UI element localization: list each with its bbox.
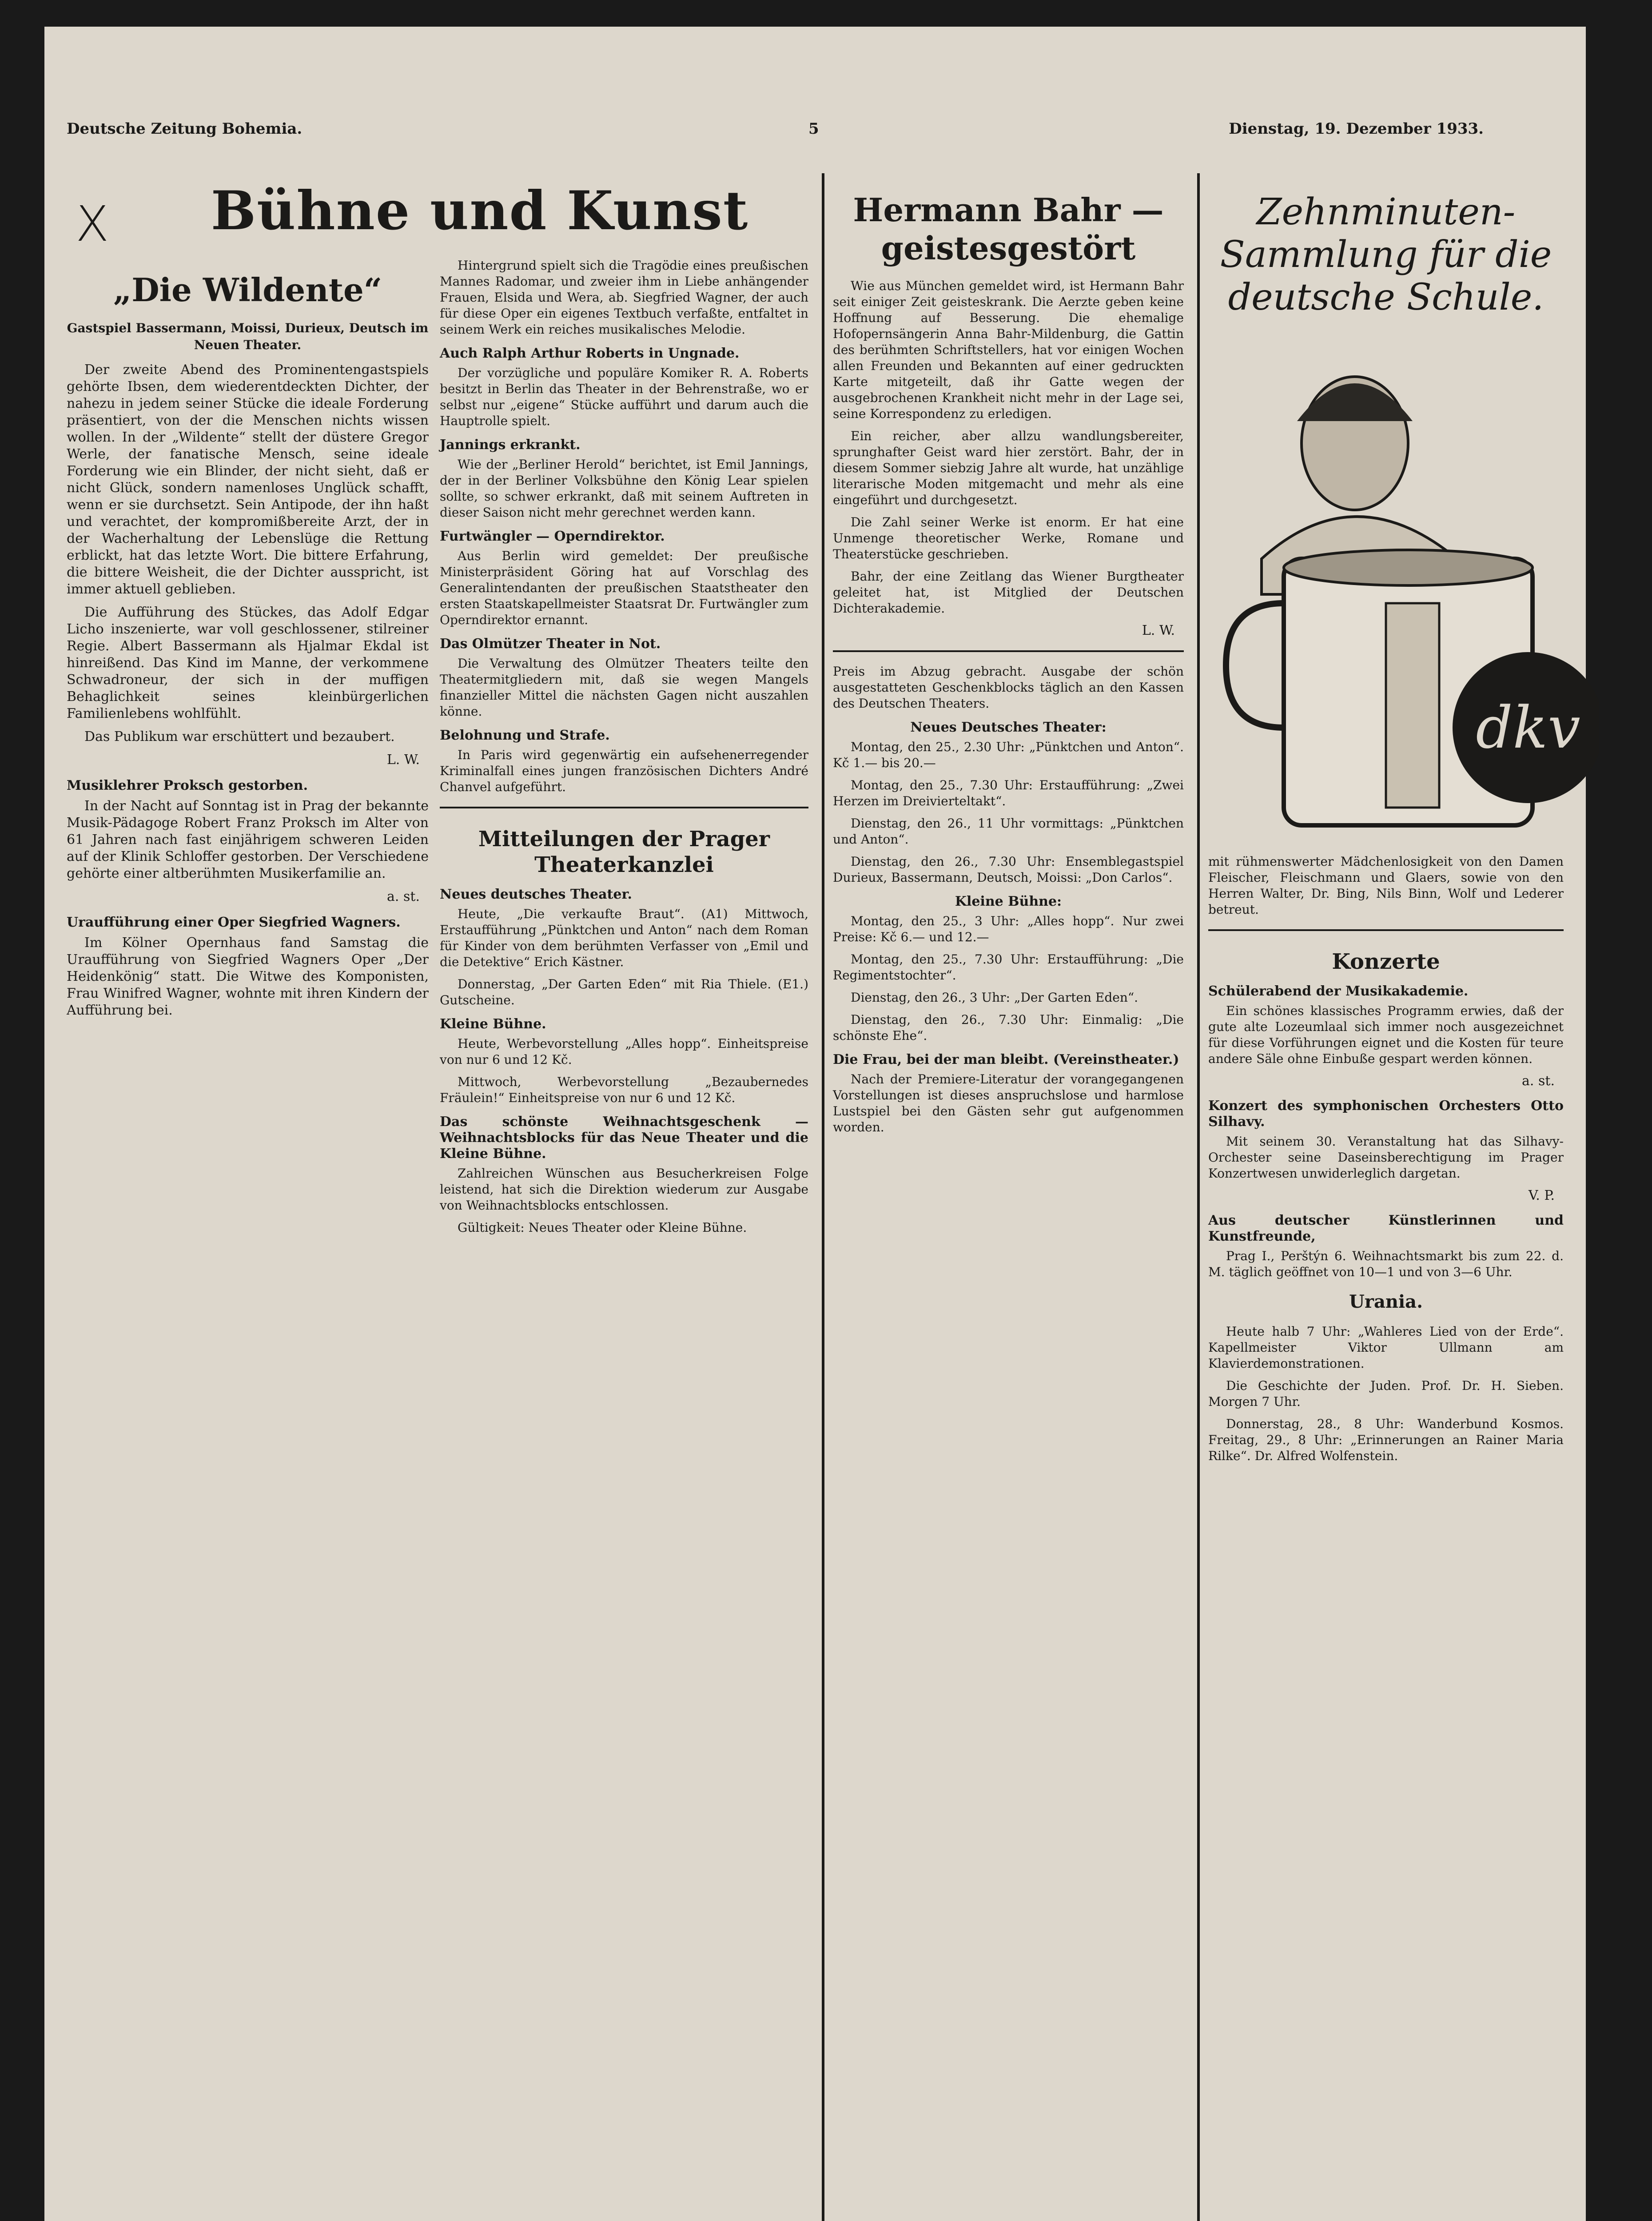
divider	[440, 807, 808, 808]
listing-item: Montag, den 25., 7.30 Uhr: Erstaufführung: „Zwei Herzen im Dreivierteltakt“.	[833, 778, 1184, 808]
article-heading: Uraufführung einer Oper Siegfried Wagners.	[67, 915, 401, 930]
paragraph: Die Aufführung des Stückes, das Adolf Edgar Licho inszenierte, war voll geschlossener, stilreiner Regie. Albert Bassermann als Hjalmar Ekdal ist hinreißend. Das Kind im Manne, der verkommene Schwadroneur, der sich in der muffigen Behaglichkeit seines kleinbürgerlichen Familienlebens wohlfühlt.	[67, 605, 429, 721]
paragraph: Mit seinem 30. Veranstaltung hat das Silhavy-Orchester seine Daseinsberechtigung im Prager Konzertwesen unwiderleglich dargetan.	[1208, 1134, 1564, 1181]
paragraph: In der Nacht auf Sonntag ist in Prag der bekannte Musik-Pädagoge Robert Franz Proksch im Alter von 61 Jahren nach fast einjährigem schweren Leiden auf der Klinik Schloffer gestorben. Der Verschiedene gehörte einer altberühmten Musikerfamilie an.	[67, 798, 429, 881]
section-header-wrap	[151, 178, 808, 253]
article-heading: Kleine Bühne.	[440, 1016, 546, 1032]
paragraph: Aus Berlin wird gemeldet: Der preußische Ministerpräsident Göring hat auf Vorschlag des Generalintendanten der preußischen Staatstheater den ersten Staatskapellmeister Staatsrat Dr. Furtwängler zum Operndirektor ernannt.	[440, 549, 808, 627]
dkv-logo: dkv	[1476, 694, 1580, 761]
listing-item: Dienstag, den 26., 11 Uhr vormittags: „Pünktchen und Anton“.	[833, 816, 1184, 847]
article-heading: Belohnung und Strafe.	[440, 728, 610, 743]
article-heading: Schülerabend der Musikakademie.	[1208, 983, 1469, 999]
paragraph: Zahlreichen Wünschen aus Besucherkreisen Folge leistend, hat sich die Direktion wiederum zur Ausgabe von Weihnachtsblocks entschlossen.	[440, 1166, 808, 1213]
paragraph: In Paris wird gegenwärtig ein aufsehenerregender Kriminalfall eines jungen französischen Dichters André Chanvel aufgeführt.	[440, 748, 808, 794]
listing-heading: Neues Deutsches Theater:	[910, 720, 1107, 735]
paragraph: Hintergrund spielt sich die Tragödie eines preußischen Mannes Radomar, und zweier ihm in Liebe anhängender Frauen, Elsida und Wera, ab. Siegfried Wagner, der auch für diese Oper ein eigenes Textbuch verfaßte, entfaltet in seinem Werk ein reiches musikalisches Melodie.	[440, 258, 808, 337]
signature: L. W.	[386, 752, 420, 768]
signature: V. P.	[1528, 1188, 1555, 1203]
paragraph: Preis im Abzug gebracht. Ausgabe der schön ausgestatteten Geschenkblocks täglich an den Kassen des Deutschen Theaters.	[833, 664, 1184, 711]
paragraph: Die Verwaltung des Olmützer Theaters teilte den Theatermitgliedern mit, daß sie wegen Mangels finanzieller Mittel die nächsten Gagen nicht auszahlen könne.	[440, 656, 808, 719]
paragraph: Mittwoch, Werbevorstellung „Bezaubernedes Fräulein!“ Einheitspreise von nur 6 und 12 Kč.	[440, 1075, 808, 1105]
article-title: Hermann Bahr — geistesgestört	[853, 191, 1164, 267]
article-heading: Aus deutscher Künstlerinnen und Kunstfreunde,	[1208, 1213, 1564, 1244]
article-subtitle: Gastspiel Bassermann, Moissi, Durieux, Deutsch im Neuen Theater.	[67, 321, 429, 352]
paragraph: Prag I., Perštýn 6. Weihnachtsmarkt bis zum 22. d. M. täglich geöffnet von 10—1 und von 3—6 Uhr.	[1208, 1249, 1564, 1279]
notice-title: Mitteilungen der Prager Theaterkanzlei	[478, 827, 770, 877]
advertisement-caption: mit rühmenswerter Mädchenlosigkeit von den Damen Fleischer, Fleischmann und Glaers, sowie von den Herren Walter, Dr. Bing, Nils Binn, Wolf und Lederer betreut.	[1208, 854, 1564, 917]
paragraph: Die Zahl seiner Werke ist enorm. Er hat eine Unmenge theoretischer Werke, Romane und Theaterstücke geschrieben.	[833, 515, 1184, 561]
paragraph: Das Publikum war erschüttert und bezaubert.	[84, 729, 395, 744]
paragraph: Ein reicher, aber allzu wandlungsbereiter, sprunghafter Geist ward hier zerstört. Bahr, der in diesem Sommer siebzig Jahre alt wurde, hat unzählige literarische Moden mitgemacht und mehr als eine eingeführt und durchgesetzt.	[833, 429, 1184, 507]
signature: a. st.	[387, 889, 420, 904]
newspaper-page	[44, 27, 1586, 2221]
page-number: 5	[808, 120, 819, 138]
listing-item: Montag, den 25., 3 Uhr: „Alles hopp“. Nur zwei Preise: Kč 6.— und 12.—	[833, 914, 1184, 944]
article-title: „Die Wildente“	[113, 271, 382, 309]
listing-item: Dienstag, den 26., 3 Uhr: „Der Garten Eden“.	[851, 990, 1138, 1005]
article-heading: Konzert des symphonischen Orchesters Otto Silhavy.	[1208, 1098, 1564, 1130]
paragraph: Wie der „Berliner Herold“ berichtet, ist Emil Jannings, der in der Berliner Volksbühne den König Lear spielen sollte, so schwer erkrankt, daß mit seinem Auftreten in dieser Saison nicht mehr gerechnet werden kann.	[440, 457, 808, 520]
paragraph: Im Kölner Opernhaus fand Samstag die Uraufführung von Siegfried Wagners Oper „Der Heidenkönig“ statt. Die Witwe des Komponisten, Frau Winifred Wagner, wohnte mit ihren Kindern der Aufführung bei.	[67, 935, 429, 1018]
column-2	[440, 258, 808, 1242]
column-4	[1208, 178, 1580, 1470]
advertisement-illustration	[1208, 328, 1599, 843]
paragraph: Heute, Werbevorstellung „Alles hopp“. Einheitspreise von nur 6 und 12 Kč.	[440, 1036, 808, 1067]
section-title: Bühne und Kunst	[211, 179, 749, 242]
margin-mark: X	[76, 195, 109, 252]
paragraph: Heute halb 7 Uhr: „Wahleres Lied von der Erde“. Kapellmeister Viktor Ullmann am Klavierdemonstrationen.	[1208, 1324, 1564, 1371]
paragraph: Der zweite Abend des Prominentengastspiels gehörte Ibsen, dem wiederentdeckten Dichter, der nahezu in jedem seiner Stücke die ideale Forderung präsentiert, von der die Menschen nichts wissen wollen. In der „Wildente“ stellt der düstere Gregor Werle, der fanatische Mensch, seine ideale Forderung wie ein Blinder, der nicht sieht, daß er nicht Glück, sondern namenloses Unglück schafft, wenn er sie durchsetzt. Sein Antipode, der ihn haßt und verachtet, der kompromißbereite Arzt, der in der Wacherhaltung der Lebenslüge die Rettung erblickt, hat das letzte Wort. Die bittere Erfahrung, die bittere Weisheit, die der Dichter ausspricht, ist immer aktuell geblieben.	[67, 362, 429, 597]
listing-item: Dienstag, den 26., 7.30 Uhr: Ensemblegastspiel Durieux, Bassermann, Deutsch, Moissi: „Don Carlos“.	[833, 854, 1184, 885]
column-1	[67, 258, 429, 1025]
coins-stack-icon	[1386, 603, 1439, 808]
paragraph: Gültigkeit: Neues Theater oder Kleine Bühne.	[458, 1220, 747, 1235]
section-title: Urania.	[1349, 1291, 1423, 1312]
article-heading: Das Olmützer Theater in Not.	[440, 636, 661, 652]
listing-heading: Kleine Bühne:	[955, 894, 1062, 909]
article-heading: Die Frau, bei der man bleibt. (Vereinstheater.)	[833, 1052, 1179, 1067]
article-heading: Auch Ralph Arthur Roberts in Ungnade.	[440, 346, 740, 361]
section-title: Konzerte	[1332, 949, 1440, 974]
paragraph: Ein schönes klassisches Programm erwies, daß der gute alte Lozeumlaal sich immer noch ausgezeichnet für diese Vorführungen eignet und die Kosten für teure andere Säle ohne Einbuße gespart werden können.	[1208, 1003, 1564, 1066]
article-heading: Furtwängler — Operndirektor.	[440, 529, 665, 544]
article-heading: Das schönste Weihnachtsgeschenk — Weihnachtsblocks für das Neue Theater und die Kleine Bühne.	[440, 1114, 808, 1162]
signature: L. W.	[1142, 623, 1175, 638]
paragraph: Heute, „Die verkaufte Braut“. (A1) Mittwoch, Erstaufführung „Pünktchen und Anton“ nach dem Roman für Kinder von dem berühmten Verfasser von „Emil und die Detektive“ Erich Kästner.	[440, 907, 808, 969]
box-handle-icon	[1226, 603, 1284, 728]
paragraph: Der vorzügliche und populäre Komiker R. A. Roberts besitzt in Berlin das Theater in der Behrenstraße, wo er selbst nur „eigene“ Stücke aufführt und darum auch die Hauptrolle spielt.	[440, 366, 808, 428]
paragraph: Bahr, der eine Zeitlang das Wiener Burgtheater geleitet hat, ist Mitglied der Deutschen Dichterakademie.	[833, 569, 1184, 616]
knit-cap-icon	[1297, 383, 1413, 421]
paragraph: Nach der Premiere-Literatur der vorangegangenen Vorstellungen ist dieses anspruchslose und harmlose Lustspiel bei den Gästen sehr gut aufgenommen worden.	[833, 1072, 1184, 1134]
column-divider	[822, 173, 824, 2221]
box-lid-icon	[1284, 550, 1533, 585]
signature: a. st.	[1522, 1073, 1555, 1089]
column-divider	[1197, 173, 1200, 2221]
advertisement-title: Zehnminuten-Sammlung für die deutsche Schule.	[1220, 191, 1552, 318]
column-3	[833, 178, 1184, 1142]
paragraph: Donnerstag, 28., 8 Uhr: Wanderbund Kosmos. Freitag, 29., 8 Uhr: „Erinnerungen an Rainer Maria Rilke“. Dr. Alfred Wolfenstein.	[1208, 1417, 1564, 1463]
paragraph: Donnerstag, „Der Garten Eden“ mit Ria Thiele. (E1.) Gutscheine.	[440, 977, 808, 1007]
article-heading: Jannings erkrankt.	[440, 437, 581, 453]
article-heading: Musiklehrer Proksch gestorben.	[67, 778, 308, 793]
paragraph: Wie aus München gemeldet wird, ist Hermann Bahr seit einiger Zeit geisteskrank. Die Aerzte geben keine Hoffnung auf Besserung. Die ehemalige Hofopernsängerin Anna Bahr-Mildenburg, die Gattin des berühmten Schriftstellers, hat vor einigen Wochen allen Freunden und Bekannten auf einer gedruckten Karte mitgeteilt, daß ihr Gatte wegen der ausgebrochenen Krankheit nicht mehr in der Lage sei, seine Korrespondenz zu erledigen.	[833, 279, 1184, 421]
masthead-left: Deutsche Zeitung Bohemia.	[67, 120, 303, 138]
divider	[1208, 929, 1564, 931]
article-heading: Neues deutsches Theater.	[440, 887, 632, 902]
issue-date: Dienstag, 19. Dezember 1933.	[1229, 120, 1484, 138]
paragraph: Die Geschichte der Juden. Prof. Dr. H. Sieben. Morgen 7 Uhr.	[1208, 1378, 1564, 1409]
listing-item: Dienstag, den 26., 7.30 Uhr: Einmalig: „Die schönste Ehe“.	[833, 1012, 1184, 1043]
listing-item: Montag, den 25., 7.30 Uhr: Erstaufführung: „Die Regimentstochter“.	[833, 952, 1184, 983]
listing-item: Montag, den 25., 2.30 Uhr: „Pünktchen und Anton“. Kč 1.— bis 20.—	[833, 740, 1184, 770]
divider	[833, 650, 1184, 652]
